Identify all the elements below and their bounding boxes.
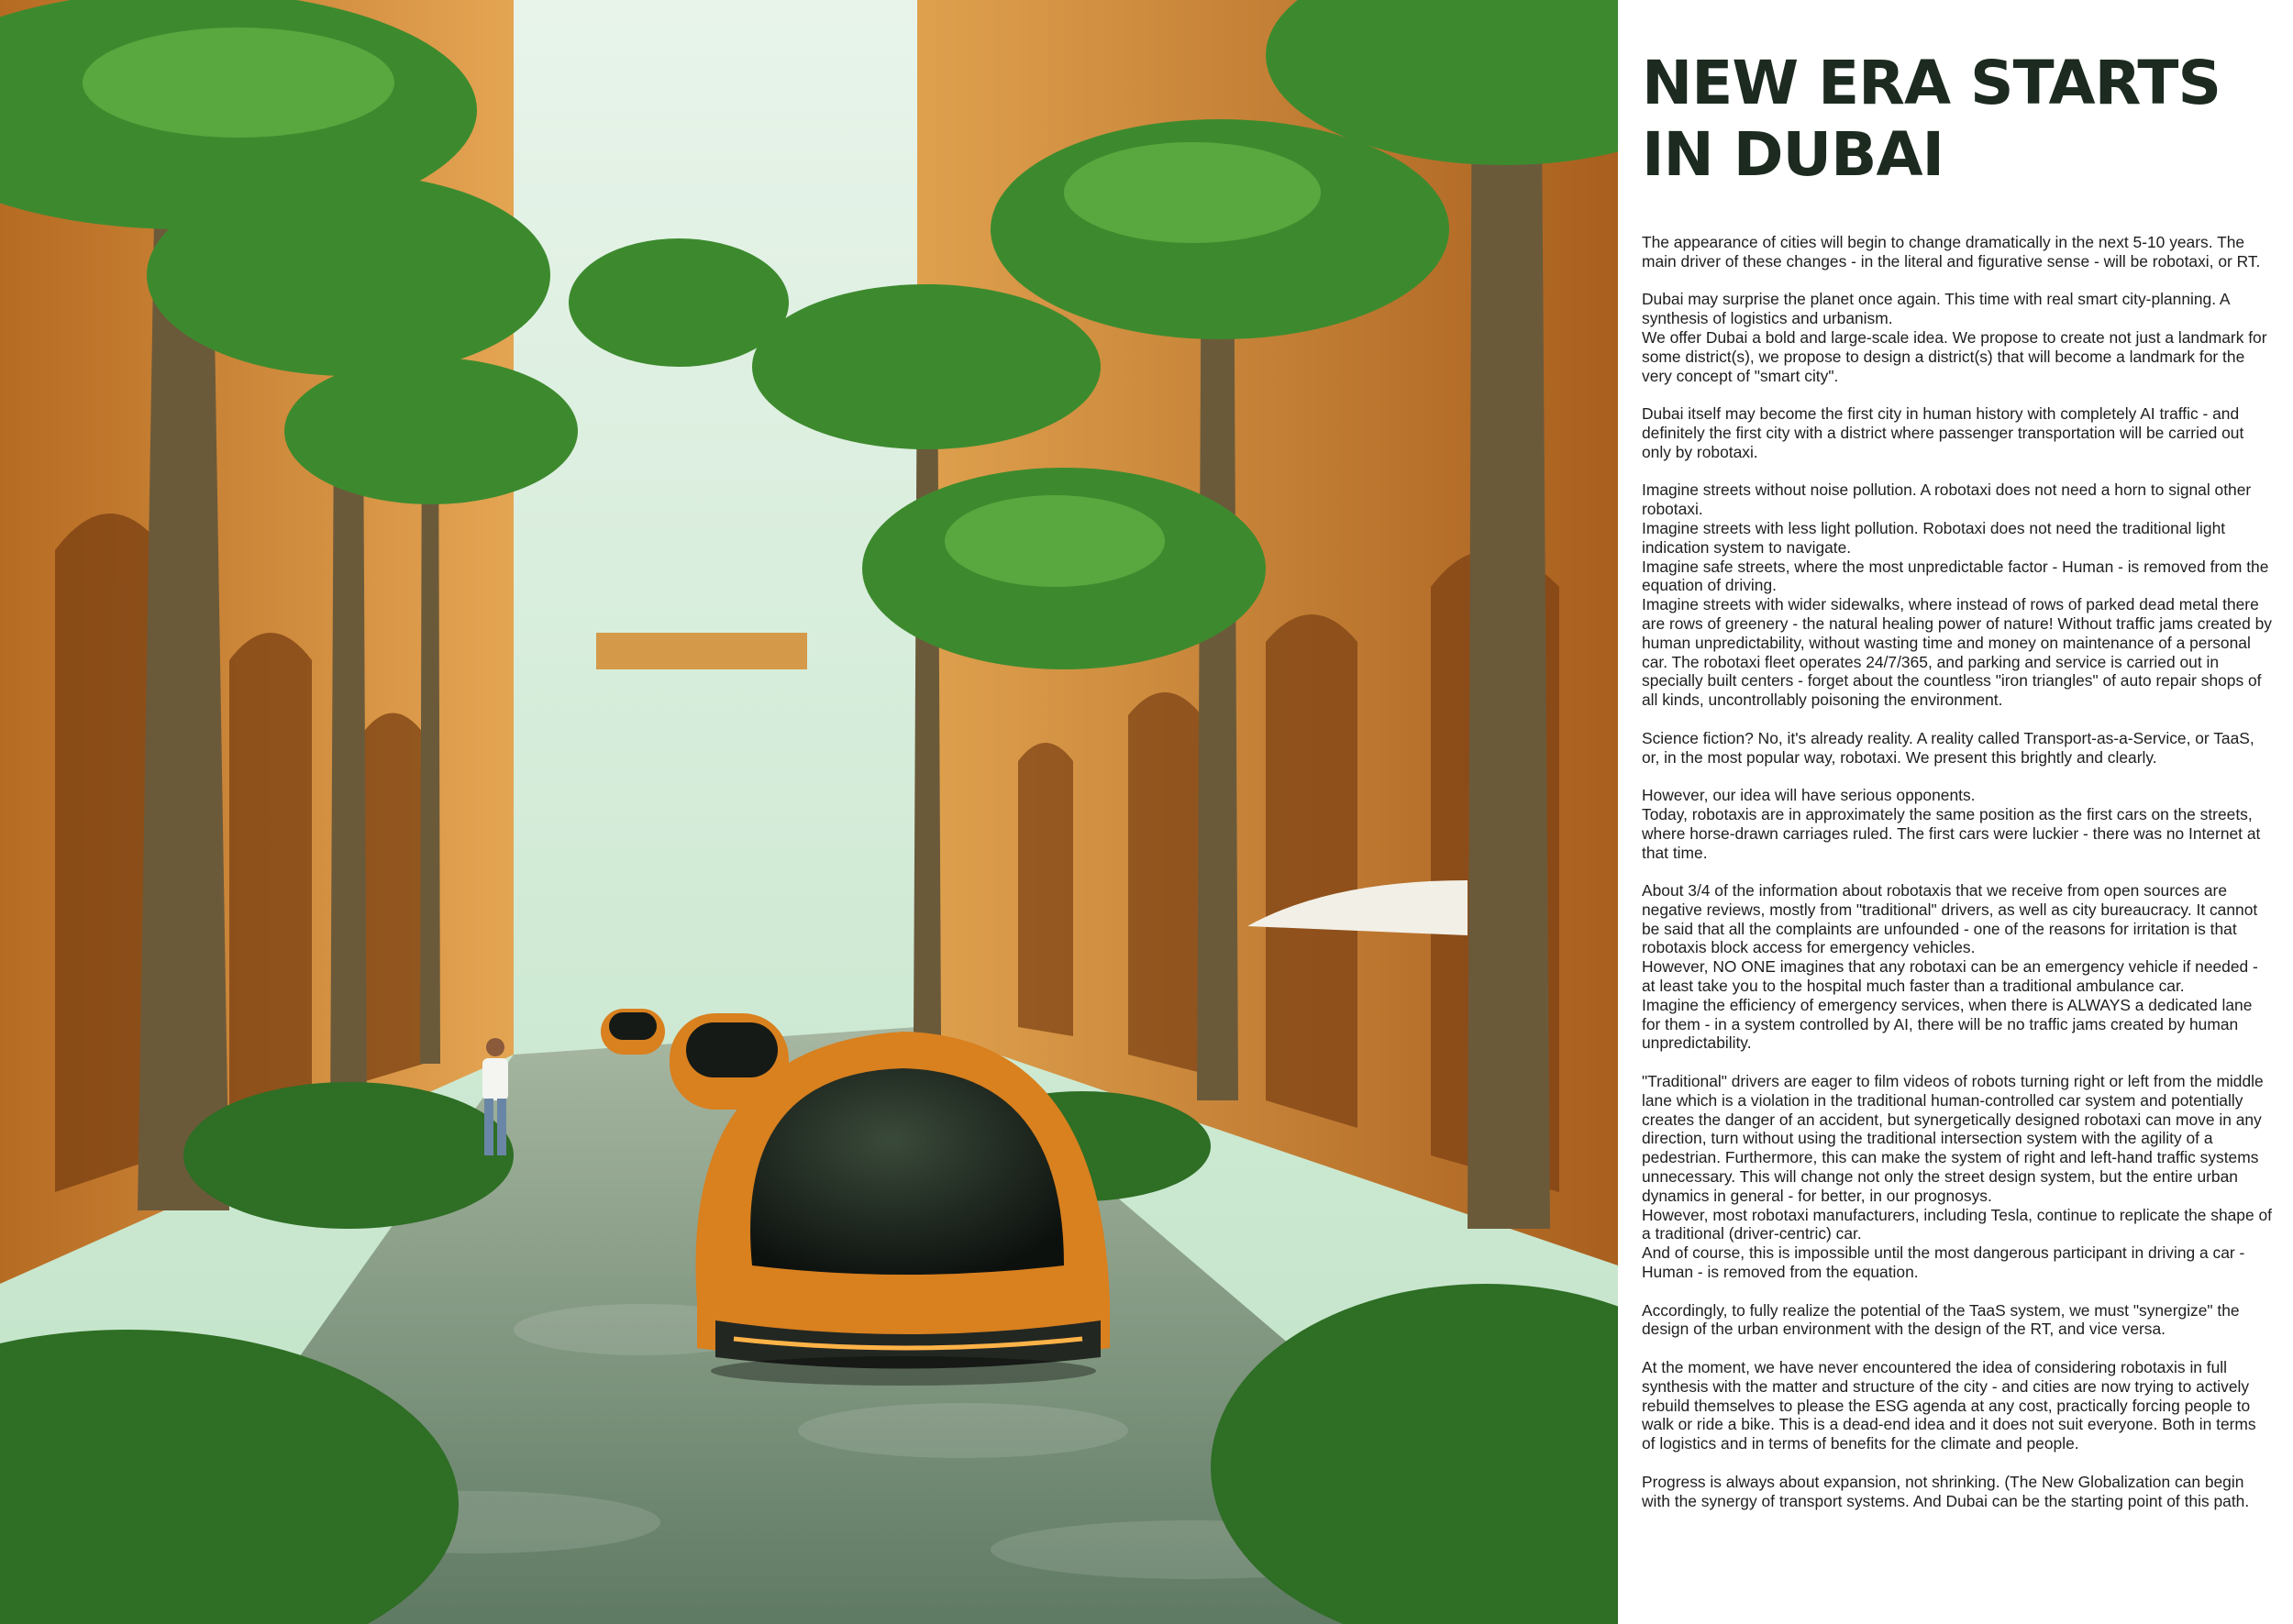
article-paragraph: However, our idea will have serious opponents. Today, robotaxis are in approximately the same position as the first cars on the streets, where horse-drawn carriages ruled. The first cars were luckier - there was no Internet at that time. [1642, 786, 2261, 862]
article-paragraph: Dubai may surprise the planet once again. This time with real smart city-planning. A synthesis of logistics and urbanism. We offer Dubai a bold and large-scale idea. We propose to create not just a landmark for some district(s), we propose to design a district(s) that will become a landmark for the very concept of "smart city". [1642, 290, 2267, 385]
distant-robotaxi [601, 1009, 665, 1055]
distant-bridge [596, 633, 807, 669]
article-paragraph: The appearance of cities will begin to change dramatically in the next 5-10 years. The main driver of these changes - in the literal and figurative sense - will be robotaxi, or RT. [1642, 233, 2261, 271]
article-title: NEW ERA STARTS IN DUBAI [1642, 48, 2221, 190]
article-paragraph: Imagine streets without noise pollution. A robotaxi does not need a horn to signal other robotaxi. Imagine streets with less light pollution. Robotaxi does not need the traditional light indication system to navigate. Imagine safe streets, where the most unpredictable factor - Human - is removed from the equation of driving. Imagine streets with wider sidewalks, where instead of rows of parked dead metal there are rows of greenery - the natural healing power of nature! Without traffic jams created by human unpredictability, without wasting time and money on maintenance of a personal car. The robotaxi fleet operates 24/7/365, and parking and service is carried out in specially built centers - forget about the countless "iron triangles" of auto repair shops of all kinds, uncontrollably poisoning the environment. [1642, 481, 2272, 710]
article-paragraph: "Traditional" drivers are eager to film videos of robots turning right or left from the middle lane which is a violation in the traditional human-controlled car system and potentially creates the danger of an accident, but synergetically designed robotaxi can move in any direction, turn without using the traditional intersection system with the agility of a pedestrian. Furthermore, this can make the system of right and left-hand traffic systems unnecessary. This will change not only the street design system, but the entire urban dynamics in general - for better, in our prognosys. However, most robotaxi manufacturers, including Tesla, continue to replicate the shape of a traditional (driver-centric) car. And of course, this is impossible until the most dangerous participant in driving a car - Human - is removed from the equation. [1642, 1072, 2272, 1282]
article-paragraph: At the moment, we have never encountered the idea of considering robotaxis in full synthesis with the matter and structure of the city - and cities are now trying to actively rebuild themselves to please the ESG agenda at any cost, practically forcing people to walk or ride a bike. This is a dead-end idea and it does not suit everyone. Both in terms of logistics and in terms of benefits for the climate and people. [1642, 1358, 2256, 1453]
article-paragraph: About 3/4 of the information about robotaxis that we receive from open sources are negative reviews, mostly from "traditional" drivers, as well as city bureaucracy. It cannot be said that all the complaints are unfounded - one of the reasons for irritation is that robotaxis block access for emergency vehicles. However, NO ONE imagines that any robotaxi can be an emergency vehicle if needed - at least take you to the hospital much faster than a traditional ambulance car. Imagine the efficiency of emergency services, when there is ALWAYS a dedicated lane for them - in a system controlled by AI, there will be no traffic jams created by human unpredictability. [1642, 881, 2258, 1053]
article-body [1642, 233, 2273, 1510]
article-panel [1618, 0, 2293, 1624]
article-paragraph: Progress is always about expansion, not shrinking. (The New Globalization can begin with the synergy of transport systems. And Dubai can be the starting point of this path. [1642, 1472, 2250, 1510]
article-paragraph: Accordingly, to fully realize the potential of the TaaS system, we must "synergize" the design of the urban environment with the design of the RT, and vice versa. [1642, 1300, 2240, 1339]
article-paragraph: Science fiction? No, it's already reality. A reality called Transport-as-a-Service, or TaaS, or, in the most popular way, robotaxi. We present this brightly and clearly. [1642, 728, 2254, 767]
article-paragraph: Dubai itself may become the first city in human history with completely AI traffic - and definitely the first city with a district where passenger transportation will be carried out only by robotaxi. [1642, 404, 2244, 461]
